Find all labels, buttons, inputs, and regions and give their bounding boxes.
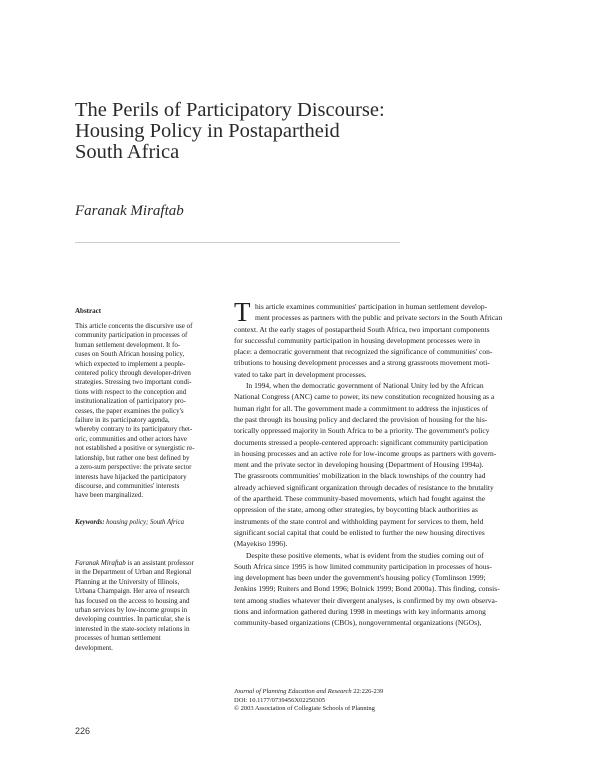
bio-line-rest: is an assistant professor: [125, 559, 194, 567]
body-line: ment processes as partners with the public and private sectors in the South African: [255, 313, 503, 323]
body-line: in housing processes and an active role for low-income groups as partners with govern-: [234, 448, 497, 458]
body-line: National Congress (ANC) came to power, its new constitution recognized housing as a: [234, 392, 495, 402]
abstract-line: cuses on South African housing policy,: [75, 350, 185, 359]
drop-cap: T: [234, 297, 251, 327]
body-line: Despite these positive elements, what is evident from the studies coming out of: [246, 550, 484, 560]
journal-name: Journal of Planning Education and Research: [234, 688, 352, 695]
abstract-line: strategies. Stressing two important condi-: [75, 378, 192, 387]
abstract-line: interests have hijacked the participatory: [75, 472, 187, 481]
abstract-line: failure in its participatory agenda,: [75, 416, 170, 425]
journal-citation: [234, 688, 383, 697]
journal-issue: 22:226-239: [351, 688, 384, 695]
keywords-value: housing policy; South Africa: [106, 519, 184, 526]
body-line: ment and the private sector in developing housing (Department of Housing 1994a).: [234, 460, 484, 470]
journal-info: [234, 688, 383, 714]
body-line: for successful community participation in housing development processes were in: [234, 335, 480, 345]
body-line: oppression of the state, among other strategies, by boycotting black authorities as: [234, 505, 478, 515]
abstract-line: centered policy through developer-driven: [75, 369, 191, 378]
abstract-line: tions with respect to the conception and: [75, 387, 187, 396]
body-line: documents stressed a people-centered approach: significant community participation: [234, 437, 488, 447]
abstract-line: cesses, the paper examines the policy's: [75, 406, 184, 415]
abstract-line: not established a positive or synergistic re-: [75, 444, 195, 453]
bio-line: developing countries. In particular, she is: [75, 615, 191, 624]
body-line: South Africa since 1995 is how limited community participation in processes of hous-: [234, 561, 492, 571]
abstract-line: a zero-sum perspective: the private sector: [75, 463, 192, 472]
body-line: already achieved significant organization through decades of resistance to the brutality: [234, 482, 494, 492]
abstract-line: whereby contrary to its participatory rhet-: [75, 425, 193, 434]
body-text: [234, 297, 544, 629]
title-line: The Perils of Participatory Discourse:: [75, 99, 385, 121]
body-line: of the apartheid. These community-based movements, which had fought against the: [234, 494, 486, 504]
title-line: South Africa: [75, 141, 180, 163]
body-line: human right for all. The government made a commitment to address the injustices of: [234, 403, 488, 413]
body-line: context. At the early stages of postapartheid South Africa, two important components: [234, 324, 490, 334]
body-line: tributions to housing development processes and a strong grassroots movement moti-: [234, 358, 490, 368]
abstract-line: institutionalization of participatory pro-: [75, 397, 186, 406]
journal-doi: DOI: 10.1177/0739456X02250305: [234, 696, 326, 704]
abstract-heading: Abstract: [75, 307, 102, 315]
body-line: torically oppressed majority in South Africa to be a priority. The government's policy: [234, 426, 490, 436]
title-divider: [75, 242, 400, 243]
body-line: ing development has been under the government's housing policy (Tomlinson 1999;: [234, 573, 486, 583]
bio-author-name: Faranak Miraftab: [75, 559, 126, 567]
bio-line: interested in the state-society relations in: [75, 624, 190, 633]
body-line: the past through its housing policy and declared the provision of housing for the his-: [234, 414, 488, 424]
author-name: Faranak Miraftab: [75, 203, 184, 219]
bio-line: in the Department of Urban and Regional: [75, 568, 192, 577]
body-line: tions and information gathered during 1998 in meetings with key informants among: [234, 607, 486, 617]
bio-line: processes of human settlement: [75, 634, 161, 643]
keywords: [75, 519, 184, 526]
keywords-label: Keywords:: [75, 519, 105, 526]
body-line: (Mayekiso 1996).: [234, 539, 288, 549]
bio-line: has focused on the access to housing and: [75, 596, 190, 605]
body-line: tent among studies whatever their divergent analyses, is confirmed by my own observa-: [234, 595, 498, 605]
abstract-text: [75, 322, 225, 501]
body-line: significant social capital that could be enlisted to further the new housing directives: [234, 527, 485, 537]
body-line: In 1994, when the democratic government of National Unity led by the African: [246, 381, 484, 391]
abstract-line: which expected to implement a people-: [75, 359, 186, 368]
abstract-line: discourse, and communities' interests: [75, 481, 180, 490]
journal-copyright: © 2003 Association of Collegiate Schools of Planning: [234, 705, 375, 712]
bio-line: development.: [75, 643, 113, 652]
body-line: instruments of the state control and withholding payment for services to them, held: [234, 516, 484, 526]
bio-line: Planning at the University of Illinois,: [75, 577, 180, 586]
article-title: [75, 100, 495, 163]
page-number: 226: [75, 726, 91, 736]
abstract-line: lationship, but rather one best defined by: [75, 453, 190, 462]
author-bio: [75, 559, 225, 653]
body-line: vated to take part in development processes.: [234, 369, 367, 379]
body-line: Jenkins 1999; Ruiters and Bond 1996; Bolnick 1999; Bond 2000a). This finding, consis-: [234, 584, 500, 594]
bio-line: urban services by low-income groups in: [75, 606, 188, 615]
body-line: his article examines communities' participation in human settlement develop-: [255, 302, 488, 311]
abstract-line: human settlement development. It fo-: [75, 340, 181, 349]
body-line: place: a democratic government that recognized the significance of communities' con-: [234, 347, 493, 357]
title-line: Housing Policy in Postapartheid: [75, 120, 340, 142]
abstract-line: community participation in processes of: [75, 331, 188, 340]
abstract-line: oric, communities and other actors have: [75, 434, 187, 443]
bio-line: Urbana Champaign. Her area of research: [75, 587, 190, 596]
abstract-line: have been marginalized.: [75, 491, 144, 500]
abstract-line: This article concerns the discursive use of: [75, 322, 193, 330]
body-line: The grassroots communities' mobilization in the black townships of the country had: [234, 471, 486, 481]
body-line: community-based organizations (CBOs), nongovernmental organizations (NGOs),: [234, 618, 482, 628]
bio-line: [75, 559, 225, 568]
